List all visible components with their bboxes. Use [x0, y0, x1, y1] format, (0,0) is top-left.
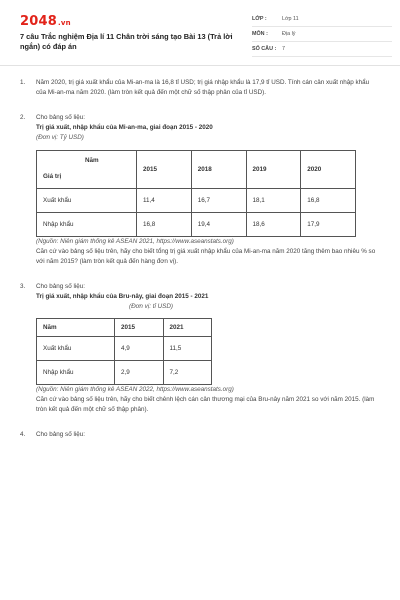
table-cell: 16,8 [301, 189, 356, 213]
table-title: Trị giá xuất, nhập khẩu của Bru-nây, giai đoạn 2015 - 2021 [36, 293, 209, 300]
question-number: 4. [20, 431, 26, 438]
table-source: (Nguồn: Niên giám thống kê ASEAN 2021, https://www.aseanstats.org) [36, 238, 234, 245]
question-number: 1. [20, 79, 26, 86]
table-unit: (Đơn vị: Tỷ USD) [36, 134, 84, 141]
corner-label-year: Năm [85, 157, 99, 164]
meta-key: SỐ CÂU : [252, 46, 277, 52]
table-cell: 11,5 [163, 337, 212, 361]
question-number: 2. [20, 114, 26, 121]
table-cell: 2,9 [115, 361, 163, 385]
year-header: 2020 [301, 151, 356, 189]
meta-value: 7 [282, 46, 285, 52]
meta-key: LỚP : [252, 16, 267, 22]
question-intro: Cho bảng số liệu: [36, 283, 86, 290]
table-cell: 7,2 [163, 361, 212, 385]
question-text: Căn cứ vào bảng số liệu trên, hãy cho biết chênh lệch cán cân thương mại của Bru-nây năm 2021 so với năm 2015. (làm tròn kết quả đến một chữ số thập phân). [36, 396, 375, 413]
meta-row-count [252, 42, 392, 57]
question-text: Năm 2020, trị giá xuất khẩu của Mi-an-ma là 16,8 tỉ USD; trị giá nhập khẩu là 17,9 tỉ USD. Tính cán cân xuất nhập khẩu của Mi-an-ma năm 2020. (làm tròn kết quả đến một chữ số thập phân của tỉ USD). [36, 79, 370, 96]
table-header-row [37, 151, 356, 189]
meta-info [252, 12, 392, 57]
table-source: (Nguồn: Niên giám thống kê ASEAN 2022, https://www.aseanstats.org) [36, 386, 234, 393]
table-unit: (Đơn vị: tỉ USD) [128, 303, 174, 310]
table-cell: 17,9 [301, 213, 356, 237]
row-label: Xuất khẩu [37, 189, 137, 213]
table-row [37, 213, 356, 237]
table-title: Trị giá xuất, nhập khẩu của Mi-an-ma, giai đoạn 2015 - 2020 [36, 124, 213, 131]
question-intro: Cho bảng số liệu: [36, 114, 86, 121]
page-header [0, 0, 400, 66]
document-title: 7 câu Trắc nghiệm Địa lí 11 Chân trời sáng tạo Bài 13 (Trả lời ngắn) có đáp án [20, 32, 233, 51]
table-cell: 11,4 [137, 189, 192, 213]
table-row [37, 337, 212, 361]
row-label: Nhập khẩu [37, 361, 115, 385]
question-number: 3. [20, 283, 26, 290]
question-3 [20, 282, 380, 415]
question-text: Căn cứ vào bảng số liệu trên, hãy cho biết tổng trị giá xuất nhập khẩu của Mi-an-ma năm 2020 tăng thêm bao nhiêu % so với năm 2015? (làm tròn kết quả đến hàng đơn vị). [36, 248, 376, 265]
question-list [20, 78, 380, 440]
table-cell: 19,4 [191, 213, 246, 237]
meta-row-class [252, 12, 392, 27]
table-cell: 4,9 [115, 337, 163, 361]
table-head-label: Năm [37, 319, 115, 337]
question-1 [20, 78, 380, 98]
meta-row-subject [252, 27, 392, 42]
question-2 [20, 113, 380, 267]
corner-label-value: Giá trị [43, 173, 62, 180]
table-row [37, 361, 212, 385]
table-cell: 16,8 [137, 213, 192, 237]
table-cell: 18,6 [246, 213, 301, 237]
data-table-myanmar [36, 150, 356, 237]
meta-value: Địa lý [282, 31, 296, 37]
table-cell: 16,7 [191, 189, 246, 213]
row-label: Xuất khẩu [37, 337, 115, 361]
year-header: 2019 [246, 151, 301, 189]
site-logo[interactable]: 2048.vn [20, 14, 71, 29]
year-header: 2015 [137, 151, 192, 189]
table-header-row [37, 319, 212, 337]
year-header: 2021 [163, 319, 212, 337]
table-cell: 18,1 [246, 189, 301, 213]
meta-key: MÔN : [252, 31, 268, 37]
row-label: Nhập khẩu [37, 213, 137, 237]
year-header: 2015 [115, 319, 163, 337]
question-intro: Cho bảng số liệu: [36, 431, 86, 438]
question-4 [20, 430, 380, 440]
year-header: 2018 [191, 151, 246, 189]
data-table-brunei [36, 318, 212, 385]
table-corner-cell [37, 151, 137, 189]
meta-value: Lớp 11 [282, 16, 299, 22]
table-row [37, 189, 356, 213]
